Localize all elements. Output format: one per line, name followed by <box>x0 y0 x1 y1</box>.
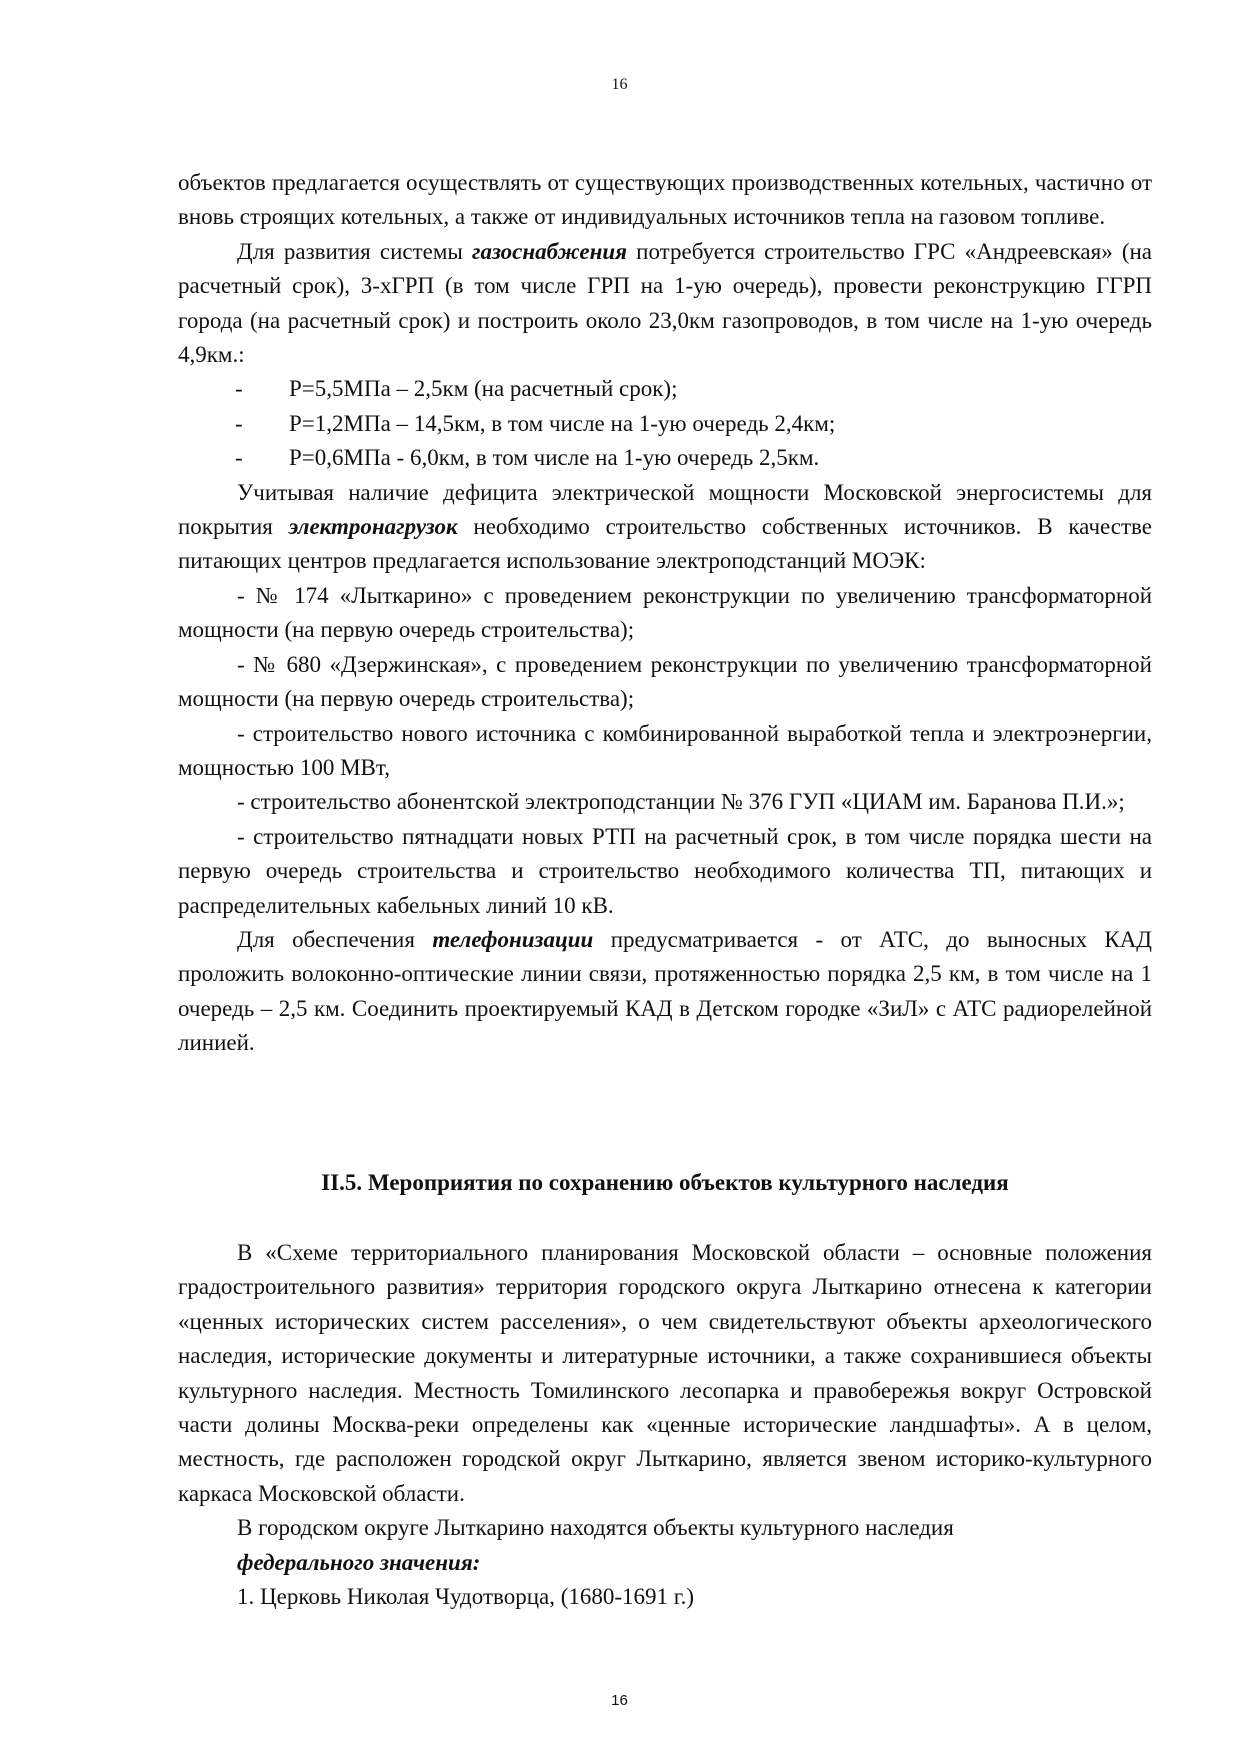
section-heading: II.5. Мероприятия по сохранению объектов культурного наследия <box>321 1170 1009 1195</box>
paragraph-heritage-objects: В городском округе Лыткарино находятся объекты культурного наследия <box>237 1515 954 1541</box>
page-number-bottom: 16 <box>611 1692 628 1709</box>
paragraph-substation-174: - № 174 «Лыткарино» с проведением реконструкции по увеличению трансформаторной мощности (на первую очередь строительства); <box>178 582 1152 643</box>
paragraph-telephony <box>178 923 1152 1061</box>
paragraph-heritage-scheme: В «Схеме территориального планирования Московской области – основные положения градостроительного развития» территория городского округа Лыткарино отнесена к категории «ценных исторических систем расселения», о чем свидетельствуют объекты археологического наследия, исторические документы и литературные источники, а также сохранившиеся объекты культурного наследия. Местность Томилинского лесопарка и правобережья вокруг Островской части долины Москва-реки определены как «ценные исторические ландшафты». А в целом, местность, где расположен городской округ Лыткарино, является звеном историко-культурного каркаса Московской области. <box>178 1240 1152 1506</box>
paragraph-federal-significance <box>178 1546 1152 1580</box>
body-section-utilities <box>178 166 1152 1061</box>
paragraph-substation-376: - строительство абонентской электроподстанции № 376 ГУП «ЦИАМ им. Баранова П.И.»; <box>237 789 1125 815</box>
list-item <box>178 372 1152 406</box>
gas-body-text: потребуется строительство ГРС «Андреевская» (на расчетный срок), 3-хГРП (в том числе ГРП на 1-ую очередь), провести реконструкцию ГГРП города (на расчетный срок) и построить около 23,0км газопроводов, в том числе на 1-ую очередь 4,9км.: <box>178 238 1153 368</box>
paragraph-electricity <box>178 476 1152 579</box>
page-number-top: 16 <box>611 76 628 93</box>
telephony-term: телефонизации <box>432 926 594 952</box>
telephony-body-text: предусматривается - от АТС, до выносных КАД проложить волоконно-оптические линии связи, протяженностью порядка 2,5 км, в том числе на 1 очередь – 2,5 км. Соединить проектируемый КАД в Детском городке «ЗиЛ» с АТС радиорелейной линией. <box>178 926 1152 1056</box>
list-dash: - <box>235 445 243 471</box>
gas-intro-text: Для развития системы <box>237 238 472 264</box>
electricity-intro-text: Учитывая наличие дефицита электрической мощности Московской энергосистемы для покрытия <box>178 479 1152 540</box>
list-dash: - <box>235 410 243 436</box>
list-item-text: Р=5,5МПа – 2,5км (на расчетный срок); <box>289 376 678 402</box>
paragraph-rtp: - строительство пятнадцати новых РТП на расчетный срок, в том числе порядка шести на первую очередь строительства и строительство необходимого количества ТП, питающих и распределительных кабельных линий 10 кВ. <box>178 823 1152 918</box>
body-section-heritage <box>178 1236 1152 1614</box>
federal-significance-term: федерального значения: <box>237 1549 481 1575</box>
list-dash: - <box>235 376 243 402</box>
list-item-church: 1. Церковь Николая Чудотворца, (1680-1691 г.) <box>237 1584 695 1610</box>
paragraph-substation-680: - № 680 «Дзержинская», с проведением реконструкции по увеличению трансформаторной мощности (на первую очередь строительства); <box>178 651 1152 712</box>
gas-supply-term: газоснабжения <box>472 238 628 264</box>
paragraph-new-source: - строительство нового источника с комбинированной выработкой тепла и электроэнергии, мощностью 100 МВт, <box>178 720 1152 780</box>
list-item-text: Р=0,6МПа - 6,0км, в том числе на 1-ую очередь 2,5км. <box>289 445 820 471</box>
list-item <box>178 441 1152 475</box>
list-item <box>178 407 1152 441</box>
telephony-intro-text: Для обеспечения <box>237 926 433 952</box>
paragraph-heating: объектов предлагается осуществлять от существующих производственных котельных, частично от вновь строящих котельных, а также от индивидуальных источников тепла на газовом топливе. <box>178 170 1152 230</box>
paragraph-gas-supply <box>178 235 1152 373</box>
electricity-body-text: необходимо строительство собственных источников. В качестве питающих центров предлагается использование электроподстанций МОЭК: <box>178 514 1152 574</box>
list-item-text: Р=1,2МПа – 14,5км, в том числе на 1-ую очередь 2,4км; <box>289 410 836 436</box>
electric-loads-term: электронагрузок <box>288 514 458 540</box>
